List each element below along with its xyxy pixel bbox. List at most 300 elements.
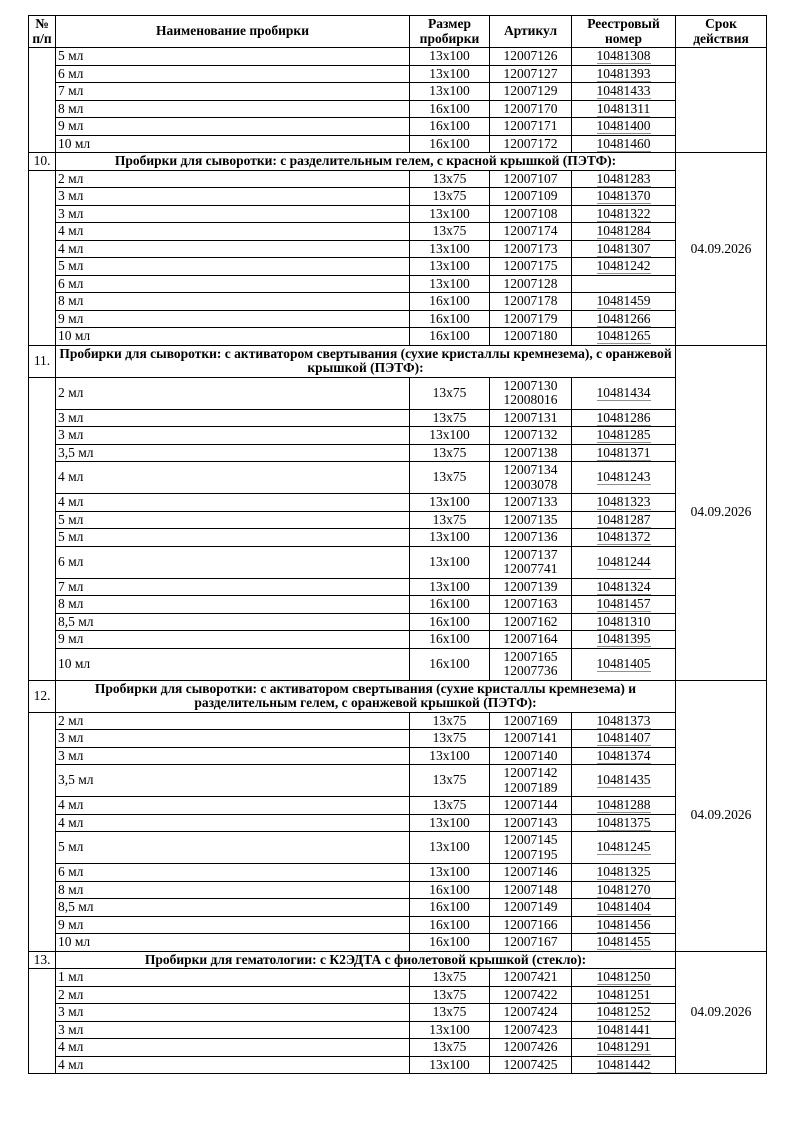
table-row	[29, 578, 767, 596]
tube-size-cell: 13x75	[410, 730, 490, 748]
registry-cell	[572, 462, 676, 494]
article-number: 12007174	[503, 223, 558, 238]
article-cell	[490, 511, 572, 529]
registry-number-link[interactable]: 10481323	[596, 494, 651, 509]
article-cell	[490, 205, 572, 223]
tube-name-cell: 4 мл	[56, 814, 410, 832]
registry-number-link[interactable]: 10481243	[596, 469, 651, 485]
table-row	[29, 730, 767, 748]
table-row	[29, 934, 767, 952]
table-row	[29, 48, 767, 66]
tube-size-cell: 13x100	[410, 240, 490, 258]
article-number: 12007180	[503, 328, 558, 343]
article-cell	[490, 529, 572, 547]
tubes-table	[28, 15, 767, 1074]
table-row	[29, 462, 767, 494]
section-header-row	[29, 951, 767, 969]
registry-number-link[interactable]: 10481322	[596, 205, 651, 221]
article-number: 12007178	[503, 293, 558, 308]
registry-cell	[572, 1021, 676, 1039]
tube-size-cell: 13x75	[410, 765, 490, 797]
registry-cell	[572, 65, 676, 83]
tube-size-cell: 16x100	[410, 293, 490, 311]
article-number: 12007179	[503, 310, 558, 326]
table-row	[29, 765, 767, 797]
tube-size-cell: 16x100	[410, 118, 490, 136]
registry-cell	[572, 135, 676, 153]
table-row	[29, 293, 767, 311]
table-row	[29, 899, 767, 917]
tube-size-cell: 13x75	[410, 444, 490, 462]
article-number: 12007166	[503, 916, 558, 932]
tube-name-cell: 6 мл	[56, 65, 410, 83]
tube-name-cell: 10 мл	[56, 934, 410, 952]
section-number-cell: 13.	[29, 951, 56, 969]
tube-name-cell: 10 мл	[56, 135, 410, 153]
tube-size-cell: 13x100	[410, 1056, 490, 1074]
tube-size-cell: 16x100	[410, 934, 490, 952]
registry-number-link[interactable]: 10481308	[596, 48, 651, 63]
registry-cell	[572, 899, 676, 917]
registry-number-link[interactable]: 10481250	[596, 969, 651, 984]
tube-name-cell: 4 мл	[56, 494, 410, 512]
tube-name-cell: 9 мл	[56, 916, 410, 934]
article-number: 12007423	[503, 1021, 558, 1037]
registry-cell	[572, 310, 676, 328]
article-cell	[490, 712, 572, 730]
tube-size-cell: 13x75	[410, 1039, 490, 1057]
table-row	[29, 986, 767, 1004]
tube-size-cell: 13x100	[410, 747, 490, 765]
registry-cell	[572, 613, 676, 631]
article-cell	[490, 310, 572, 328]
registry-cell	[572, 1039, 676, 1057]
registry-number-link[interactable]: 10481400	[596, 118, 651, 133]
section-title-cell: Пробирки для сыворотки: с активатором свертывания (сухие кристаллы кремнезема), с оранжевой крышкой (ПЭТФ):	[56, 345, 676, 377]
article-number: 12007163	[503, 596, 558, 611]
registry-number-link[interactable]: 10481291	[596, 1039, 651, 1054]
table-row	[29, 797, 767, 815]
tube-name-cell: 4 мл	[56, 462, 410, 494]
table-row	[29, 864, 767, 882]
registry-number-link[interactable]: 10481310	[596, 613, 651, 629]
registry-number-link[interactable]: 10481375	[596, 814, 651, 830]
article-number: 12007175	[503, 258, 558, 273]
registry-number-link[interactable]: 10481324	[596, 578, 651, 594]
registry-number-link[interactable]: 10481265	[596, 328, 651, 343]
registry-number-link[interactable]: 10481405	[596, 655, 651, 671]
article-cell	[490, 546, 572, 578]
article-cell	[490, 747, 572, 765]
registry-cell	[572, 409, 676, 427]
tube-size-cell: 13x100	[410, 1021, 490, 1039]
article-number: 12003078	[503, 476, 558, 492]
article-cell	[490, 444, 572, 462]
registry-cell	[572, 814, 676, 832]
col-header-num: № п/п	[29, 16, 56, 48]
article-number: 12007736	[503, 663, 558, 678]
registry-number-link[interactable]: 10481325	[596, 864, 651, 879]
registry-number-link[interactable]: 10481288	[596, 797, 651, 812]
tube-name-cell: 5 мл	[56, 48, 410, 66]
tube-name-cell: 6 мл	[56, 864, 410, 882]
tube-size-cell: 16x100	[410, 648, 490, 680]
registry-number-link[interactable]: 10481455	[596, 934, 651, 949]
article-number: 12007133	[503, 494, 558, 509]
article-number: 12007126	[503, 48, 558, 63]
article-number: 12007135	[503, 511, 558, 527]
table-row	[29, 65, 767, 83]
article-number: 12007146	[503, 864, 558, 879]
registry-number-link[interactable]: 10481457	[596, 596, 651, 611]
registry-cell	[572, 596, 676, 614]
tube-size-cell: 13x75	[410, 797, 490, 815]
tube-name-cell: 5 мл	[56, 832, 410, 864]
tube-name-cell: 1 мл	[56, 969, 410, 987]
article-number: 12007134	[503, 462, 558, 477]
registry-cell	[572, 83, 676, 101]
tube-size-cell: 13x100	[410, 529, 490, 547]
tube-name-cell: 8 мл	[56, 100, 410, 118]
tube-name-cell: 3,5 мл	[56, 444, 410, 462]
table-row	[29, 511, 767, 529]
article-cell	[490, 969, 572, 987]
table-row	[29, 613, 767, 631]
tube-name-cell: 7 мл	[56, 83, 410, 101]
article-cell	[490, 427, 572, 445]
registry-cell	[572, 747, 676, 765]
article-number: 12007141	[503, 730, 558, 745]
registry-cell	[572, 100, 676, 118]
table-row	[29, 1039, 767, 1057]
tube-name-cell: 8 мл	[56, 881, 410, 899]
article-cell	[490, 223, 572, 241]
article-cell	[490, 916, 572, 934]
article-number: 12007130	[503, 377, 558, 393]
table-row	[29, 118, 767, 136]
registry-number-link[interactable]: 10481252	[596, 1004, 651, 1019]
section-number-cell: 12.	[29, 680, 56, 712]
article-cell	[490, 100, 572, 118]
tube-size-cell: 13x75	[410, 223, 490, 241]
col-header-name: Наименование пробирки	[56, 16, 410, 48]
article-number: 12007741	[503, 561, 558, 576]
registry-cell	[572, 631, 676, 649]
tube-name-cell: 2 мл	[56, 377, 410, 409]
section-title-cell: Пробирки для гематологии: с К2ЭДТА с фиолетовой крышкой (стекло):	[56, 951, 676, 969]
section-number-span-cell	[29, 377, 56, 680]
registry-cell	[572, 377, 676, 409]
tube-name-cell: 5 мл	[56, 529, 410, 547]
table-body	[29, 48, 767, 1074]
col-header-article: Артикул	[490, 16, 572, 48]
tube-size-cell: 16x100	[410, 916, 490, 934]
tube-name-cell: 6 мл	[56, 546, 410, 578]
tube-size-cell: 13x75	[410, 188, 490, 206]
registry-cell	[572, 188, 676, 206]
table-row	[29, 223, 767, 241]
tube-size-cell: 13x75	[410, 377, 490, 409]
registry-cell	[572, 578, 676, 596]
article-cell	[490, 797, 572, 815]
tube-size-cell: 13x100	[410, 205, 490, 223]
registry-number-link[interactable]: 10481395	[596, 631, 651, 646]
tube-name-cell: 4 мл	[56, 1056, 410, 1074]
article-number: 12007422	[503, 986, 558, 1002]
registry-number-link[interactable]: 10481373	[596, 712, 651, 728]
table-row	[29, 494, 767, 512]
registry-cell	[572, 916, 676, 934]
registry-number-link[interactable]: 10481287	[596, 511, 651, 527]
article-cell	[490, 864, 572, 882]
registry-cell	[572, 258, 676, 276]
registry-number-link[interactable]: 10481393	[596, 65, 651, 81]
registry-number-link[interactable]: 10481245	[596, 839, 651, 855]
article-number: 12007424	[503, 1004, 558, 1019]
section-number-span-cell	[29, 170, 56, 345]
col-header-validity: Срок действия	[676, 16, 767, 48]
article-number: 12007128	[503, 275, 558, 291]
tube-name-cell: 5 мл	[56, 511, 410, 529]
article-cell	[490, 578, 572, 596]
registry-number-link[interactable]: 10481435	[596, 772, 651, 788]
table-row	[29, 188, 767, 206]
article-cell	[490, 631, 572, 649]
article-cell	[490, 118, 572, 136]
article-cell	[490, 765, 572, 797]
article-cell	[490, 730, 572, 748]
section-title-cell: Пробирки для сыворотки: с активатором свертывания (сухие кристаллы кремнезема) и разделительным гелем, с оранжевой крышкой (ПЭТФ):	[56, 680, 676, 712]
section-number-span-cell	[29, 969, 56, 1074]
registry-cell	[572, 797, 676, 815]
article-cell	[490, 188, 572, 206]
registry-cell	[572, 1004, 676, 1022]
article-cell	[490, 648, 572, 680]
table-row	[29, 205, 767, 223]
article-cell	[490, 986, 572, 1004]
registry-number-link[interactable]: 10481244	[596, 553, 651, 569]
article-cell	[490, 832, 572, 864]
article-number: 12007195	[503, 846, 558, 862]
tube-size-cell: 13x75	[410, 1004, 490, 1022]
registry-number-link[interactable]: 10481433	[596, 83, 651, 98]
article-cell	[490, 409, 572, 427]
registry-number-link[interactable]: 10481372	[596, 529, 651, 544]
registry-cell	[572, 986, 676, 1004]
article-cell	[490, 1056, 572, 1074]
article-number: 12007421	[503, 969, 558, 984]
registry-cell	[572, 293, 676, 311]
section-header-row	[29, 680, 767, 712]
registry-cell	[572, 765, 676, 797]
table-row	[29, 969, 767, 987]
registry-number-link[interactable]: 10481307	[596, 240, 651, 256]
table-row	[29, 377, 767, 409]
tube-size-cell: 13x100	[410, 65, 490, 83]
tube-size-cell: 13x75	[410, 969, 490, 987]
article-cell	[490, 275, 572, 293]
col-header-size: Размер пробирки	[410, 16, 490, 48]
tube-name-cell: 8,5 мл	[56, 899, 410, 917]
registry-number-link[interactable]: 10481284	[596, 223, 651, 238]
table-row	[29, 258, 767, 276]
tube-name-cell: 5 мл	[56, 258, 410, 276]
tube-size-cell: 16x100	[410, 310, 490, 328]
table-row	[29, 83, 767, 101]
tube-name-cell: 3 мл	[56, 409, 410, 427]
table-row	[29, 916, 767, 934]
registry-number-link[interactable]: 10481407	[596, 730, 651, 745]
registry-number-link[interactable]: 10481286	[596, 409, 651, 425]
table-row	[29, 529, 767, 547]
table-row	[29, 275, 767, 293]
table-row	[29, 100, 767, 118]
article-number: 12007165	[503, 648, 558, 664]
registry-number-link[interactable]: 10481460	[596, 135, 651, 151]
article-number: 12007426	[503, 1039, 558, 1054]
section-number-cell: 11.	[29, 345, 56, 377]
registry-cell	[572, 712, 676, 730]
registry-number-link[interactable]: 10481441	[596, 1021, 651, 1037]
table-row	[29, 409, 767, 427]
table-row	[29, 546, 767, 578]
article-cell	[490, 377, 572, 409]
tube-name-cell: 9 мл	[56, 631, 410, 649]
validity-cell: 04.09.2026	[676, 153, 767, 346]
table-row	[29, 328, 767, 346]
article-cell	[490, 293, 572, 311]
article-number: 12007143	[503, 814, 558, 830]
section-header-row	[29, 153, 767, 171]
table-row	[29, 135, 767, 153]
table-row	[29, 881, 767, 899]
registry-cell	[572, 328, 676, 346]
article-cell	[490, 1039, 572, 1057]
registry-number-link[interactable]: 10481459	[596, 293, 651, 308]
registry-number-link[interactable]: 10481404	[596, 899, 651, 914]
article-number: 12007138	[503, 444, 558, 460]
registry-cell	[572, 223, 676, 241]
registry-cell	[572, 444, 676, 462]
tube-size-cell: 16x100	[410, 899, 490, 917]
article-number: 12008016	[503, 392, 558, 407]
registry-cell	[572, 1056, 676, 1074]
registry-number-link[interactable]: 10481270	[596, 881, 651, 897]
registry-number-link[interactable]: 10481456	[596, 916, 651, 932]
tube-name-cell: 3 мл	[56, 747, 410, 765]
table-row	[29, 310, 767, 328]
table-row	[29, 1021, 767, 1039]
registry-number-link[interactable]: 10481442	[596, 1056, 651, 1072]
registry-number-link[interactable]: 10481283	[596, 170, 651, 186]
section-number-span-cell	[29, 48, 56, 153]
registry-cell	[572, 170, 676, 188]
registry-number-link[interactable]: 10481311	[596, 100, 651, 116]
tube-size-cell: 13x100	[410, 546, 490, 578]
tube-size-cell: 13x100	[410, 258, 490, 276]
tube-name-cell: 4 мл	[56, 240, 410, 258]
article-number: 12007107	[503, 170, 558, 186]
tube-size-cell: 13x100	[410, 814, 490, 832]
tube-name-cell: 7 мл	[56, 578, 410, 596]
registry-cell	[572, 832, 676, 864]
registry-number-link[interactable]: 10481285	[596, 427, 651, 442]
tube-name-cell: 2 мл	[56, 986, 410, 1004]
registry-cell	[572, 934, 676, 952]
registry-cell	[572, 118, 676, 136]
validity-cell: 04.09.2026	[676, 680, 767, 951]
header-row	[29, 16, 767, 48]
registry-cell	[572, 427, 676, 445]
registry-cell	[572, 511, 676, 529]
article-number: 12007169	[503, 712, 558, 728]
article-cell	[490, 1004, 572, 1022]
registry-cell	[572, 546, 676, 578]
article-cell	[490, 240, 572, 258]
validity-cell	[676, 48, 767, 153]
tube-name-cell: 3 мл	[56, 205, 410, 223]
registry-cell	[572, 881, 676, 899]
registry-number-link[interactable]: 10481370	[596, 188, 651, 203]
article-number: 12007149	[503, 899, 558, 914]
tube-name-cell: 2 мл	[56, 170, 410, 188]
registry-number-link[interactable]: 10481266	[596, 310, 651, 326]
tube-size-cell: 13x100	[410, 864, 490, 882]
table-row	[29, 444, 767, 462]
article-number: 12007167	[503, 934, 558, 949]
tube-name-cell: 9 мл	[56, 310, 410, 328]
article-cell	[490, 462, 572, 494]
article-cell	[490, 83, 572, 101]
registry-cell	[572, 529, 676, 547]
article-number: 12007148	[503, 881, 558, 897]
tube-size-cell: 13x75	[410, 170, 490, 188]
article-cell	[490, 494, 572, 512]
tube-size-cell: 16x100	[410, 328, 490, 346]
tube-name-cell: 9 мл	[56, 118, 410, 136]
article-number: 12007145	[503, 832, 558, 847]
validity-cell: 04.09.2026	[676, 345, 767, 680]
article-number: 12007127	[503, 65, 558, 81]
table-row	[29, 1056, 767, 1074]
article-cell	[490, 135, 572, 153]
tube-size-cell: 16x100	[410, 596, 490, 614]
article-number: 12007137	[503, 546, 558, 562]
registry-number-link[interactable]: 10481374	[596, 747, 651, 763]
article-cell	[490, 170, 572, 188]
table-row	[29, 427, 767, 445]
article-cell	[490, 48, 572, 66]
registry-cell	[572, 240, 676, 258]
article-number: 12007172	[503, 135, 558, 151]
article-cell	[490, 899, 572, 917]
registry-number-link[interactable]: 10481371	[596, 444, 651, 460]
tube-name-cell: 4 мл	[56, 223, 410, 241]
section-number-span-cell	[29, 712, 56, 951]
registry-number-link[interactable]: 10481434	[596, 384, 651, 400]
registry-number-link[interactable]: 10481251	[596, 986, 651, 1002]
article-number: 12007170	[503, 100, 558, 116]
article-cell	[490, 596, 572, 614]
tube-name-cell: 3 мл	[56, 427, 410, 445]
article-number: 12007142	[503, 765, 558, 780]
article-number: 12007144	[503, 797, 558, 812]
tube-name-cell: 3 мл	[56, 1004, 410, 1022]
registry-number-link[interactable]: 10481242	[596, 258, 651, 273]
tube-size-cell: 13x100	[410, 275, 490, 293]
registry-cell	[572, 275, 676, 293]
article-number: 12007136	[503, 529, 558, 544]
